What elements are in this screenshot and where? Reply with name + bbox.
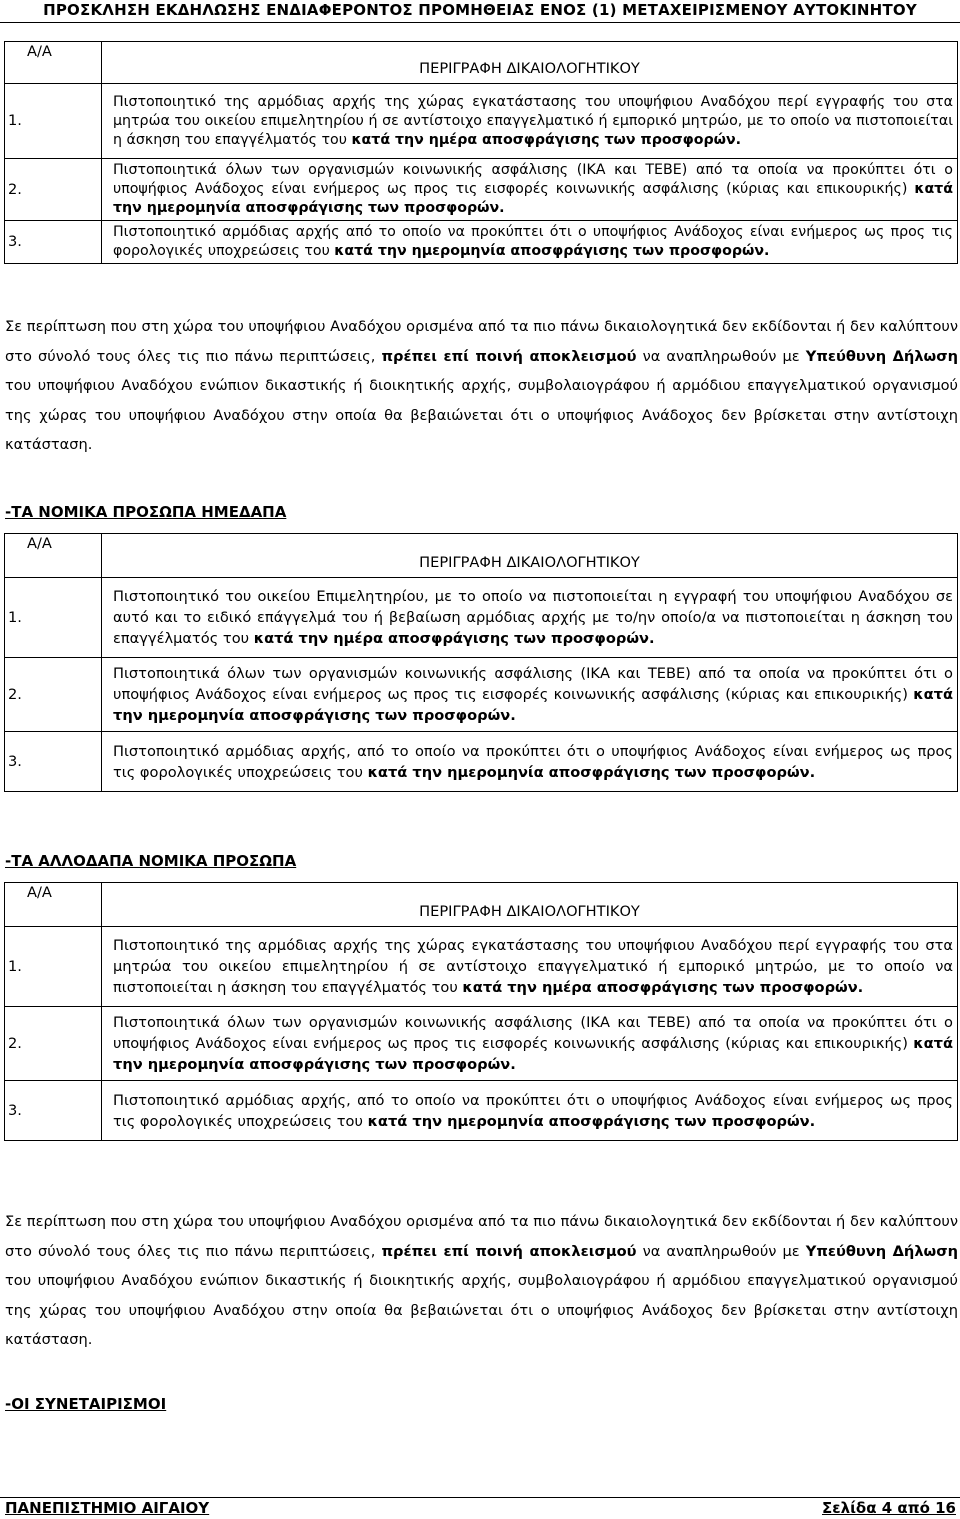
row-text: Πιστοποιητικό της αρμόδιας αρχής της χώρας εγκατάστασης του υποψήφιου Αναδόχου περί εγγραφής του στα μητρώα του οικείου επιμελητηρίου ή σε αντίστοιχο επαγγελματικό ή εμπορικό μητρώο, με το οποίο να πιστοποιείται η άσκηση του επαγγέλματός του xyxy=(113,937,953,996)
paragraph-bold-text: πρέπει επί ποινή αποκλεισμού xyxy=(381,1242,637,1260)
row-number: 1. xyxy=(5,84,102,159)
paragraph-bold-text: Υπεύθυνη Δήλωση xyxy=(805,347,958,365)
paragraph-text: Σε περίπτωση που στη χώρα του υποψήφιου Αναδόχου ορισμένα από τα πιο πάνω δικαιολογητικά δεν εκδίδονται ή δεν καλύπτουν στο σύνολό τους όλες τις πιο πάνω περιπτώσεις, xyxy=(5,318,958,365)
row-bold-text: κατά την ημερομηνία αποσφράγισης των προσφορών. xyxy=(113,181,953,216)
row-number: 3. xyxy=(5,221,102,264)
substitution-paragraph-2 xyxy=(5,1207,958,1355)
row-text: Πιστοποιητικά όλων των οργανισμών κοινωνικής ασφάλισης (ΙΚΑ και ΤΕΒΕ) από τα οποία να προκύπτει ότι ο υποψήφιος Ανάδοχος είναι ενήμερος ως προς τις εισφορές κοινωνικής ασφάλισης (κύριας και επικουρικής) xyxy=(113,1014,953,1052)
paragraph-text: να αναπληρωθούν με xyxy=(642,1242,800,1260)
table-row xyxy=(5,84,958,159)
col-header-description: ΠΕΡΙΓΡΑΦΗ ΔΙΚΑΙΟΛΟΓΗΤΙΚΟΥ xyxy=(102,42,958,84)
col-header-aa: Α/Α xyxy=(5,534,102,578)
table-row xyxy=(5,927,958,1007)
row-description xyxy=(102,84,958,159)
table-header-row xyxy=(5,883,958,927)
substitution-paragraph-1 xyxy=(5,312,958,460)
table-header-row xyxy=(5,534,958,578)
paragraph-text: να αναπληρωθούν με xyxy=(642,347,800,365)
table-row xyxy=(5,578,958,658)
table-header-row xyxy=(5,42,958,84)
paragraph-bold-text: πρέπει επί ποινή αποκλεισμού xyxy=(381,347,637,365)
row-description xyxy=(102,159,958,221)
row-number: 1. xyxy=(5,927,102,1007)
row-number: 2. xyxy=(5,658,102,732)
paragraph-bold-text: Υπεύθυνη Δήλωση xyxy=(805,1242,958,1260)
documents-table-3 xyxy=(4,882,958,1141)
row-description xyxy=(102,1081,958,1141)
col-header-description: ΠΕΡΙΓΡΑΦΗ ΔΙΚΑΙΟΛΟΓΗΤΙΚΟΥ xyxy=(102,883,958,927)
table-row xyxy=(5,658,958,732)
header-title: ΠΡΟΣΚΛΗΣΗ ΕΚΔΗΛΩΣΗΣ ΕΝΔΙΑΦΕΡΟΝΤΟΣ ΠΡΟΜΗΘΕΙΑΣ ΕΝΟΣ (1) ΜΕΤΑΧΕΙΡΙΣΜΕΝΟΥ ΑΥΤΟΚΙΝΗΤΟΥ xyxy=(43,1,917,19)
table-row xyxy=(5,732,958,792)
row-number: 2. xyxy=(5,1007,102,1081)
col-header-aa: Α/Α xyxy=(5,883,102,927)
col-header-aa: Α/Α xyxy=(5,42,102,84)
paragraph-text: Σε περίπτωση που στη χώρα του υποψήφιου Αναδόχου ορισμένα από τα πιο πάνω δικαιολογητικά δεν εκδίδονται ή δεν καλύπτουν στο σύνολό τους όλες τις πιο πάνω περιπτώσεις, xyxy=(5,1213,958,1260)
row-description xyxy=(102,578,958,658)
table-row xyxy=(5,1007,958,1081)
row-bold-text: κατά την ημερομηνία αποσφράγισης των προσφορών. xyxy=(113,1035,953,1073)
row-text: Πιστοποιητικά όλων των οργανισμών κοινωνικής ασφάλισης (ΙΚΑ και ΤΕΒΕ) από τα οποία να προκύπτει ότι ο υποψήφιος Ανάδοχος είναι ενήμερος ως προς τις εισφορές κοινωνικής ασφάλισης (κύριας και επικουρικής) xyxy=(113,665,953,703)
row-description xyxy=(102,221,958,264)
row-text: Πιστοποιητικό του οικείου Επιμελητηρίου, με το οποίο να πιστοποιείται η εγγραφή του υποψήφιου Αναδόχου σε αυτό και το ειδικό επάγγελμά του ή βεβαίωση αρμόδιας αρχής με το/ην οποίο/α να πιστοποιείται η άσκηση του επαγγέλματός του xyxy=(113,588,953,647)
table-row xyxy=(5,159,958,221)
paragraph-text: του υποψήφιου Αναδόχου ενώπιον δικαστικής ή διοικητικής αρχής, συμβολαιογράφου ή αρμόδιου επαγγελματικού οργανισμού της χώρας του υποψήφιου Αναδόχου στην οποία θα βεβαιώνεται ότι ο υποψήφιος Ανάδοχος δεν βρίσκεται στην αντίστοιχη κατάσταση. xyxy=(5,377,958,453)
footer-university: ΠΑΝΕΠΙΣΤΗΜΙΟ ΑΙΓΑΙΟΥ xyxy=(5,1499,210,1517)
row-number: 1. xyxy=(5,578,102,658)
footer-page-number: Σελίδα 4 από 16 xyxy=(822,1499,956,1517)
row-description xyxy=(102,732,958,792)
row-number: 2. xyxy=(5,159,102,221)
table-row xyxy=(5,221,958,264)
row-bold-text: κατά την ημέρα αποσφράγισης των προσφορών. xyxy=(253,630,655,647)
row-bold-text: κατά την ημερομηνία αποσφράγισης των προσφορών. xyxy=(367,1112,816,1130)
row-number: 3. xyxy=(5,732,102,792)
row-text: Πιστοποιητικά όλων των οργανισμών κοινωνικής ασφάλισης (ΙΚΑ και ΤΕΒΕ) από τα οποία να προκύπτει ότι ο υποψήφιος Ανάδοχος είναι ενήμερος ως προς τις εισφορές κοινωνικής ασφάλισης (κύριας και επικουρικής) xyxy=(113,162,953,197)
row-number: 3. xyxy=(5,1081,102,1141)
documents-table-1 xyxy=(4,41,958,264)
section-title-cooperatives: -ΟΙ ΣΥΝΕΤΑΙΡΙΣΜΟΙ xyxy=(5,1395,167,1413)
row-description xyxy=(102,1007,958,1081)
paragraph-text: του υποψήφιου Αναδόχου ενώπιον δικαστικής ή διοικητικής αρχής, συμβολαιογράφου ή αρμόδιου επαγγελματικού οργανισμού της χώρας του υποψήφιου Αναδόχου στην οποία θα βεβαιώνεται ότι ο υποψήφιος Ανάδοχος δεν βρίσκεται στην αντίστοιχη κατάσταση. xyxy=(5,1272,958,1348)
row-bold-text: κατά την ημερομηνία αποσφράγισης των προσφορών. xyxy=(367,763,816,781)
row-description xyxy=(102,658,958,732)
page-footer xyxy=(0,1497,960,1519)
row-description xyxy=(102,927,958,1007)
row-bold-text: κατά την ημέρα αποσφράγισης των προσφορών. xyxy=(462,979,864,996)
row-text: Πιστοποιητικό της αρμόδιας αρχής της χώρας εγκατάστασης του υποψήφιου Αναδόχου περί εγγραφής του στα μητρώα του οικείου επιμελητηρίου ή σε αντίστοιχο επαγγελματικό ή εμπορικό μητρώο, με το οποίο να πιστοποιείται η άσκηση του επαγγέλματός του xyxy=(113,93,953,148)
row-bold-text: κατά την ημέρα αποσφράγισης των προσφορών. xyxy=(351,131,742,148)
table-row xyxy=(5,1081,958,1141)
row-text: Πιστοποιητικό αρμόδιας αρχής από το οποίο να προκύπτει ότι ο υποψήφιος Ανάδοχος είναι ενήμερος ως προς τις φορολογικές υποχρεώσεις του xyxy=(113,224,953,259)
section-title-domestic-legal-entities: -ΤΑ ΝΟΜΙΚΑ ΠΡΟΣΩΠΑ ΗΜΕΔΑΠΑ xyxy=(5,503,287,521)
row-text: Πιστοποιητικό αρμόδιας αρχής, από το οποίο να προκύπτει ότι ο υποψήφιος Ανάδοχος είναι ενήμερος ως προς τις φορολογικές υποχρεώσεις του xyxy=(113,742,953,781)
col-header-description: ΠΕΡΙΓΡΑΦΗ ΔΙΚΑΙΟΛΟΓΗΤΙΚΟΥ xyxy=(102,534,958,578)
documents-table-2 xyxy=(4,533,958,792)
section-title-foreign-legal-entities: -ΤΑ ΑΛΛΟΔΑΠΑ ΝΟΜΙΚΑ ΠΡΟΣΩΠΑ xyxy=(5,852,297,870)
row-bold-text: κατά την ημερομηνία αποσφράγισης των προσφορών. xyxy=(334,243,770,259)
row-bold-text: κατά την ημερομηνία αποσφράγισης των προσφορών. xyxy=(113,686,953,724)
page-header xyxy=(0,0,960,23)
row-text: Πιστοποιητικό αρμόδιας αρχής, από το οποίο να προκύπτει ότι ο υποψήφιος Ανάδοχος είναι ενήμερος ως προς τις φορολογικές υποχρεώσεις του xyxy=(113,1091,953,1130)
